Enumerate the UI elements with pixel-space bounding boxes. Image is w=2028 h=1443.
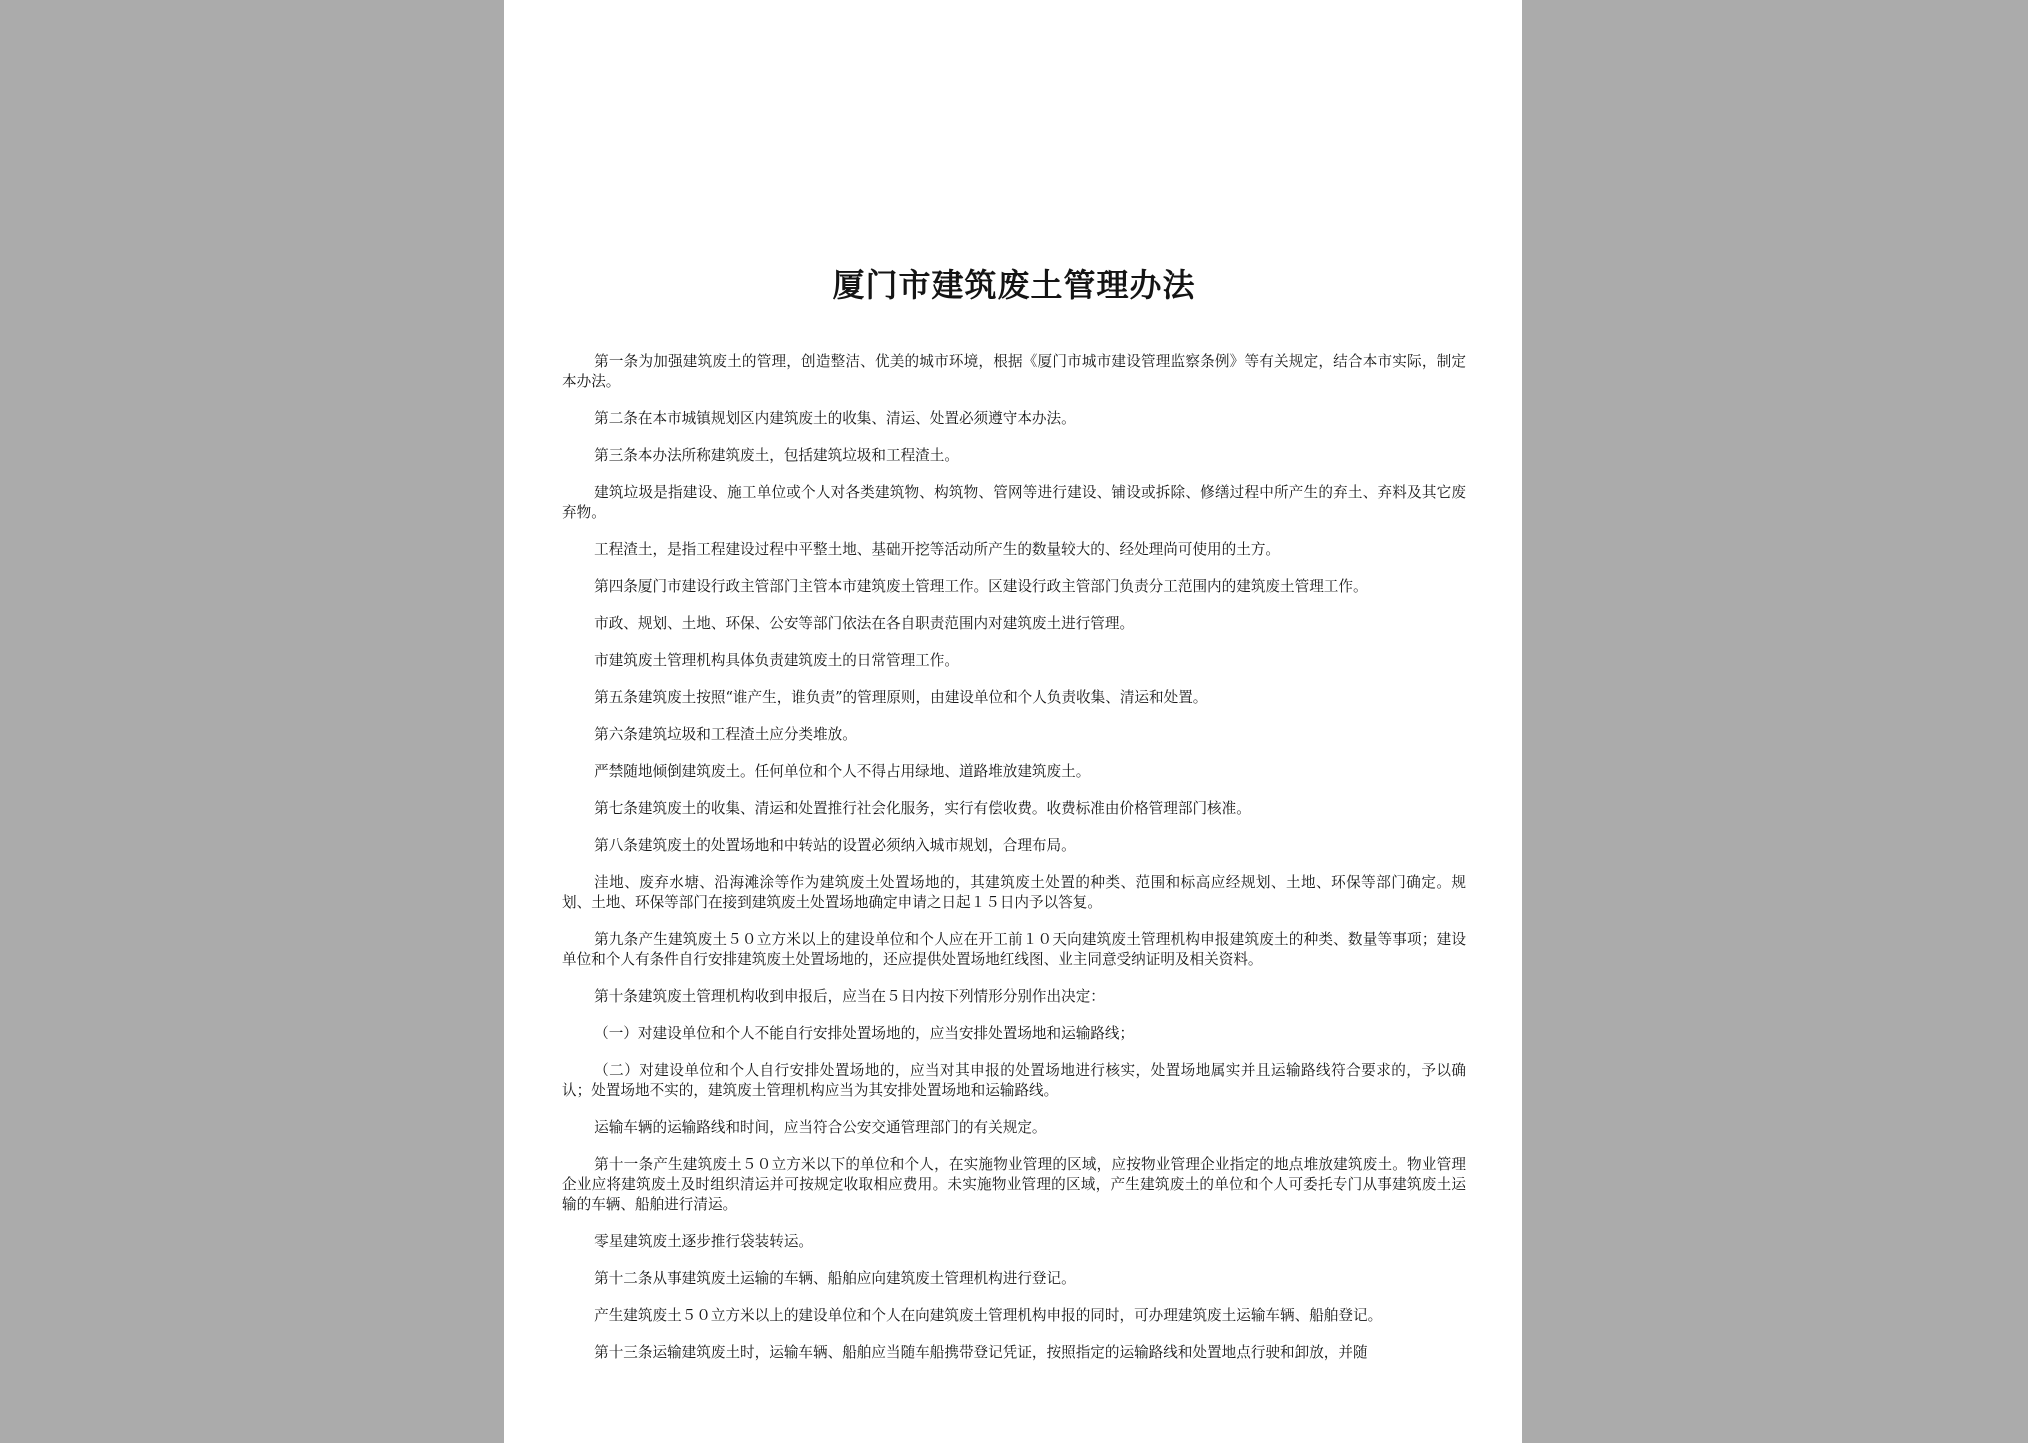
- paragraph: 第五条建筑废土按照“谁产生，谁负责”的管理原则，由建设单位和个人负责收集、清运和处置。: [594, 689, 1208, 706]
- document-page: [504, 0, 1522, 1443]
- paragraph: （一）对建设单位和个人不能自行安排处置场地的，应当安排处置场地和运输路线；: [594, 1025, 1135, 1042]
- paragraph: 工程渣土，是指工程建设过程中平整土地、基础开挖等活动所产生的数量较大的、经处理尚可使用的土方。: [594, 541, 1281, 558]
- paragraph: 严禁随地倾倒建筑废土。任何单位和个人不得占用绿地、道路堆放建筑废土。: [594, 763, 1091, 780]
- paragraph: 零星建筑废土逐步推行袋装转运。: [594, 1233, 814, 1250]
- paragraph: 运输车辆的运输路线和时间，应当符合公安交通管理部门的有关规定。: [594, 1119, 1047, 1136]
- paragraph: 第八条建筑废土的处置场地和中转站的设置必须纳入城市规划，合理布局。: [594, 837, 1076, 854]
- paragraph: 第十二条从事建筑废土运输的车辆、船舶应向建筑废土管理机构进行登记。: [594, 1270, 1076, 1287]
- paragraph: 第十三条运输建筑废土时，运输车辆、船舶应当随车船携带登记凭证，按照指定的运输路线和处置地点行驶和卸放，并随: [594, 1344, 1368, 1361]
- paragraph: 洼地、废弃水塘、沿海滩涂等作为建筑废土处置场地的，其建筑废土处置的种类、范围和标高应经规划、土地、环保等部门确定。规划、土地、环保等部门在接到建筑废土处置场地确定申请之日起１５日内予以答复。: [562, 874, 1466, 911]
- document-title: 厦门市建筑废土管理办法: [832, 266, 1196, 304]
- paragraph: 产生建筑废土５０立方米以上的建设单位和个人在向建筑废土管理机构申报的同时，可办理建筑废土运输车辆、船舶登记。: [594, 1307, 1383, 1324]
- paragraph: 第四条厦门市建设行政主管部门主管本市建筑废土管理工作。区建设行政主管部门负责分工范围内的建筑废土管理工作。: [594, 578, 1368, 595]
- paragraph: 市建筑废土管理机构具体负责建筑废土的日常管理工作。: [594, 652, 959, 669]
- paragraph: 建筑垃圾是指建设、施工单位或个人对各类建筑物、构筑物、管网等进行建设、铺设或拆除、修缮过程中所产生的弃土、弃料及其它废弃物。: [562, 484, 1466, 521]
- paragraph: （二）对建设单位和个人自行安排处置场地的，应当对其申报的处置场地进行核实，处置场地属实并且运输路线符合要求的，予以确认；处置场地不实的，建筑废土管理机构应当为其安排处置场地和运输路线。: [562, 1062, 1466, 1099]
- paragraph: 市政、规划、土地、环保、公安等部门依法在各自职责范围内对建筑废土进行管理。: [594, 615, 1135, 632]
- paragraph: 第十条建筑废土管理机构收到申报后，应当在５日内按下列情形分别作出决定：: [594, 988, 1105, 1005]
- paragraph: 第九条产生建筑废土５０立方米以上的建设单位和个人应在开工前１０天向建筑废土管理机构申报建筑废土的种类、数量等事项；建设单位和个人有条件自行安排建筑废土处置场地的，还应提供处置场地红线图、业主同意受纳证明及相关资料。: [562, 931, 1466, 968]
- paragraph: 第三条本办法所称建筑废土，包括建筑垃圾和工程渣土。: [594, 447, 959, 464]
- paragraph: 第七条建筑废土的收集、清运和处置推行社会化服务，实行有偿收费。收费标准由价格管理部门核准。: [594, 800, 1251, 817]
- paragraph: 第二条在本市城镇规划区内建筑废土的收集、清运、处置必须遵守本办法。: [594, 410, 1076, 427]
- paragraph: 第一条为加强建筑废土的管理，创造整洁、优美的城市环境，根据《厦门市城市建设管理监察条例》等有关规定，结合本市实际，制定本办法。: [562, 353, 1466, 390]
- paragraph: 第十一条产生建筑废土５０立方米以下的单位和个人，在实施物业管理的区域，应按物业管理企业指定的地点堆放建筑废土。物业管理企业应将建筑废土及时组织清运并可按规定收取相应费用。未实施物业管理的区域，产生建筑废土的单位和个人可委托专门从事建筑废土运输的车辆、船舶进行清运。: [562, 1156, 1466, 1213]
- paragraph: 第六条建筑垃圾和工程渣土应分类堆放。: [594, 726, 857, 743]
